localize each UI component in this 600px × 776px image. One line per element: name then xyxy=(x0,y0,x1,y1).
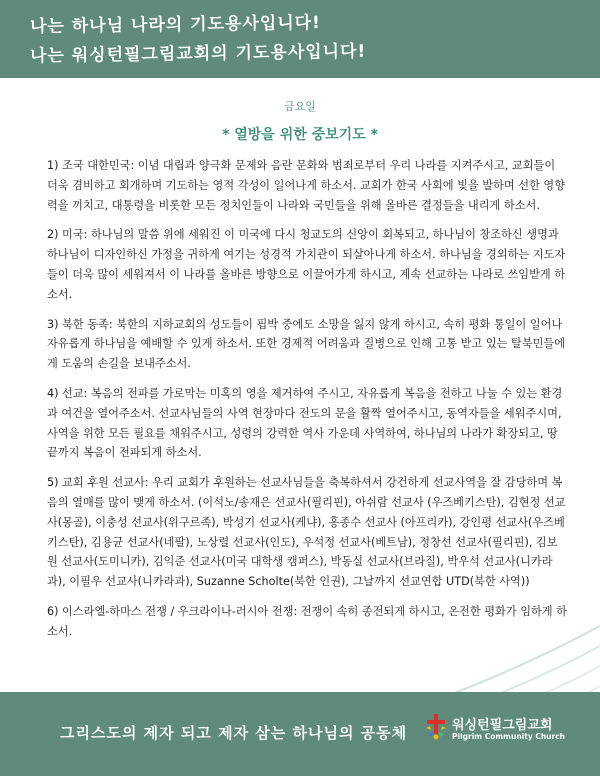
page-title: * 열방을 위한 중보기도 * xyxy=(222,127,378,143)
prayer-item-missions: 4) 선교: 복음의 전파를 가로막는 미혹의 영을 제거하여 주시고, 자유롭게 복음을 전하고 나눌 수 있는 환경과 여건을 열어주소서. 선교사님들의 사역 현장마다 전도의 문을 활짝 열어주시고, 동역자들을 세워주시며, 사역을 위한 모든 필요를 채워주시고, 성령의 강력한 역사 가운데 사역하여, 하나님의 나라가 확장되고, 땅끝까지 복음이 전파되게 하소서. xyxy=(47,386,563,460)
footer-slogan: 그리스도의 제자 되고 제자 삼는 하나님의 공동체 xyxy=(60,724,408,742)
church-name-english: Pilgrim Community Church xyxy=(452,732,565,741)
prayer-item-wars: 6) 이스라엘-하마스 전쟁 / 우크라이나-러시아 전쟁: 전쟁이 속히 종전되게 하시고, 온전한 평화가 임하게 하소서. xyxy=(47,604,567,638)
header-line-1: 나는 하나님 나라의 기도용사입니다! xyxy=(29,12,322,38)
church-logo-icon xyxy=(424,714,448,740)
header-banner xyxy=(0,0,600,78)
prayer-list xyxy=(47,156,567,652)
footer-banner xyxy=(0,692,600,776)
prayer-item-north-korea: 3) 북한 동족: 북한의 지하교회의 성도들이 핍박 중에도 소망을 잃지 않게 하시고, 속히 평화 통일이 일어나 자유롭게 하나님을 예배할 수 있게 하소서. 또한 경제적 어려움과 질병으로 인해 고통 받고 있는 탈북민들에게 도움의 손길을 보내주소서. xyxy=(47,317,566,371)
header-line-2: 나는 워싱턴필그림교회의 기도용사입니다! xyxy=(29,41,367,67)
day-label: 금요일 xyxy=(284,100,316,113)
prayer-item-missionaries: 5) 교회 후원 선교사: 우리 교회가 후원하는 선교사님들을 축복하셔서 강건하게 선교사역을 잘 감당하며 복음의 열매를 많이 맺게 하소서. (이석노/송재은 선교사(필리핀), 아쉬람 선교사 (우즈베키스탄), 김현정 선교사(몽골), 이충성 선교사(위구르족), 박성기 선교사(케냐), 홍종수 선교사 (아프리카), 강인평 선교사(우즈베키스탄), 김용균 선교사(네팔), 노상렬 선교사(인도), 우석정 선교사(베트남), 정창선 선교사(필리핀), 김보원 선교사(도미니카), 김익준 선교사(미국 대학생 캠퍼스), 박동실 선교사(브라질), 박우석 선교사(니카라과), 이필우 선교사(니카라과), Suzanne Scholte(북한 인권), 그날까지 선교연합 UTD(북한 사역)) xyxy=(47,476,566,589)
prayer-item-korea: 1) 조국 대한민국: 이념 대립과 양극화 문제와 음란 문화와 범죄로부터 우리 나라를 지켜주시고, 교회들이 더욱 겸비하고 회개하며 기도하는 영적 각성이 일어나게 하소서. 교회가 한국 사회에 빛을 발하며 선한 영향력을 끼치고, 대통령을 비롯한 모든 정치인들이 나라와 국민들을 위해 올바른 결정들을 내리게 하소서. xyxy=(47,159,566,212)
church-name: 워싱턴필그림교회 xyxy=(452,718,553,733)
prayer-item-usa: 2) 미국: 하나님의 말씀 위에 세워진 이 미국에 다시 청교도의 신앙이 회복되고, 하나님이 창조하신 생명과 하나님이 디자인하신 가정을 귀하게 여기는 성경적 가치관이 되살아나게 하소서. 하나님을 경외하는 지도자들이 더욱 많이 세워져서 이 나라를 올바른 방향으로 이끌어가게 하시고, 계속 선교하는 나라로 쓰임받게 하소서. xyxy=(47,228,566,301)
